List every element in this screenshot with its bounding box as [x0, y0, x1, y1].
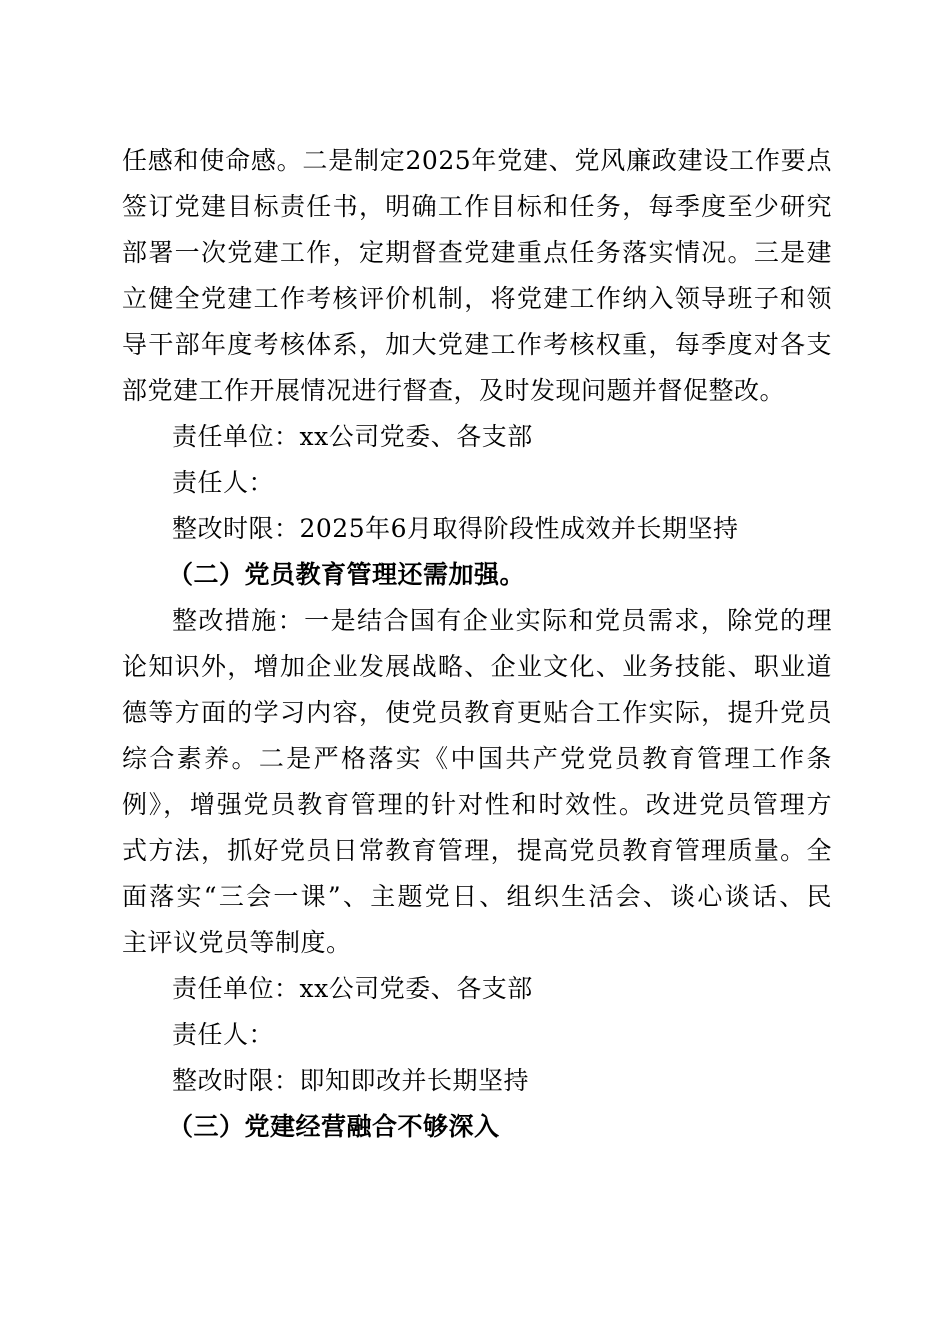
body-text-line: 任感和使命感。二是制定2025年党建、党风廉政建设工作要点 — [122, 146, 832, 175]
responsible-person-line: 责任人： — [172, 1020, 275, 1049]
section-heading-3: （三）党建经营融合不够深入 — [168, 1112, 500, 1141]
body-text-line: 部署一次党建工作，定期督查党建重点任务落实情况。三是建 — [122, 238, 832, 267]
section-heading-2: （二）党员教育管理还需加强。 — [168, 560, 526, 589]
body-text-line: 综合素养。二是严格落实《中国共产党党员教育管理工作条 — [122, 744, 832, 773]
body-text-line: 立健全党建工作考核评价机制，将党建工作纳入领导班子和领 — [122, 284, 832, 313]
body-text-line: 整改措施：一是结合国有企业实际和党员需求，除党的理 — [172, 606, 832, 635]
body-text-line: 主评议党员等制度。 — [122, 928, 352, 957]
body-text-line: 导干部年度考核体系，加大党建工作考核权重，每季度对各支 — [122, 330, 832, 359]
body-text-line: 德等方面的学习内容，使党员教育更贴合工作实际，提升党员 — [122, 698, 832, 727]
body-text-line: 部党建工作开展情况进行督查，及时发现问题并督促整改。 — [122, 376, 786, 405]
body-text-line: 例》，增强党员教育管理的针对性和时效性。改进党员管理方 — [122, 790, 832, 819]
body-text-line: 论知识外，增加企业发展战略、企业文化、业务技能、职业道 — [122, 652, 832, 681]
responsible-unit-line: 责任单位：xx公司党委、各支部 — [172, 422, 533, 451]
body-text-line: 式方法，抓好党员日常教育管理，提高党员教育管理质量。全 — [122, 836, 832, 865]
responsible-unit-line: 责任单位：xx公司党委、各支部 — [172, 974, 533, 1003]
deadline-line: 整改时限：即知即改并长期坚持 — [172, 1066, 530, 1095]
responsible-person-line: 责任人： — [172, 468, 275, 497]
body-text-line: 签订党建目标责任书，明确工作目标和任务，每季度至少研究 — [122, 192, 832, 221]
deadline-line: 整改时限：2025年6月取得阶段性成效并长期坚持 — [172, 514, 739, 543]
body-text-line: 面落实“三会一课”、主题党日、组织生活会、谈心谈话、民 — [122, 882, 832, 911]
